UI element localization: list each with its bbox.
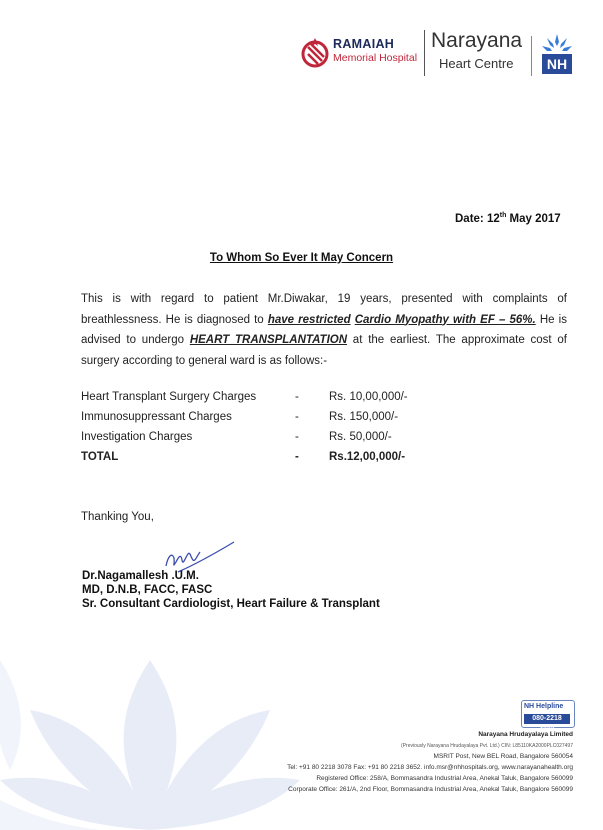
- charge-label: Immunosuppressant Charges: [81, 411, 232, 423]
- footer-company: Narayana Hrudayalaya Limited: [478, 731, 573, 738]
- ramaiah-name: RAMAIAH: [333, 37, 395, 51]
- header-divider: [424, 30, 425, 76]
- signatory-degrees: MD, D.N.B, FACC, FASC: [82, 584, 213, 596]
- closing-text: Thanking You,: [81, 511, 154, 523]
- charge-amount: Rs. 50,000/-: [329, 431, 392, 443]
- letter-subject: To Whom So Ever It May Concern: [209, 252, 394, 264]
- diagnosis-emphasis: have restricted: [267, 313, 351, 326]
- footer-registered-office: Registered Office: 258/A, Bommasandra Industrial Area, Anekal Taluk, Bangalore 560099: [316, 775, 573, 782]
- charge-label: Heart Transplant Surgery Charges: [81, 391, 257, 403]
- total-label: TOTAL: [81, 451, 119, 463]
- helpline-label: NH Helpline: [524, 703, 564, 710]
- footer-corporate-office: Corporate Office: 261/A, 2nd Floor, Bommasandra Industrial Area, Anekal Taluk, Bangalore 560099: [288, 786, 573, 793]
- helpline-badge: [521, 700, 575, 732]
- helpline-number: 080-2218 3444: [524, 714, 570, 724]
- procedure-emphasis: HEART TRANSPLANTATION: [189, 334, 348, 346]
- header-divider-2: [531, 36, 532, 76]
- charge-label: Investigation Charges: [81, 431, 193, 443]
- ramaiah-subtitle: Memorial Hospital: [333, 52, 418, 64]
- charge-amount: Rs. 10,00,000/-: [329, 391, 408, 403]
- nh-logo-text: NH: [546, 56, 568, 72]
- nh-logo-icon: [539, 32, 575, 76]
- charge-amount: Rs. 150,000/-: [329, 411, 399, 423]
- footer-previous-name: (Previously Narayana Hrudayalaya Pvt. Ltd.) CIN: L85110KA2000PLC027497: [401, 743, 573, 749]
- signatory-name: Dr.Nagamallesh .U.M.: [82, 570, 199, 582]
- narayana-subtitle: Heart Centre: [439, 56, 514, 71]
- flower-watermark: [0, 600, 603, 830]
- diagnosis-detail: Cardio Myopathy with EF – 56%.: [354, 313, 536, 326]
- signatory-title: Sr. Consultant Cardiologist, Heart Failure & Transplant: [82, 598, 380, 610]
- letter-date: Date: 12th May 2017: [455, 212, 561, 225]
- total-amount: Rs.12,00,000/-: [329, 451, 406, 463]
- narayana-name: Narayana: [431, 29, 523, 52]
- footer-contact: Tel: +91 80 2218 3078 Fax: +91 80 2218 3652. info.msr@nhhospitals.org, www.narayanahealth.org: [287, 764, 573, 771]
- letter-body: This is with regard to patient Mr.Diwakar, 19 years, presented with complaints of breathlessness. He is diagnosed to have restricted Cardio Myopathy with EF – 56%. He is advised to undergo HEART TRANSPLANTATION at the earliest. The approximate cost of surgery according to general ward is as follows:-: [81, 293, 567, 367]
- ramaiah-logo-icon: [300, 35, 330, 69]
- footer-address: MSRIT Post, New BEL Road, Bangalore 560054: [433, 753, 573, 760]
